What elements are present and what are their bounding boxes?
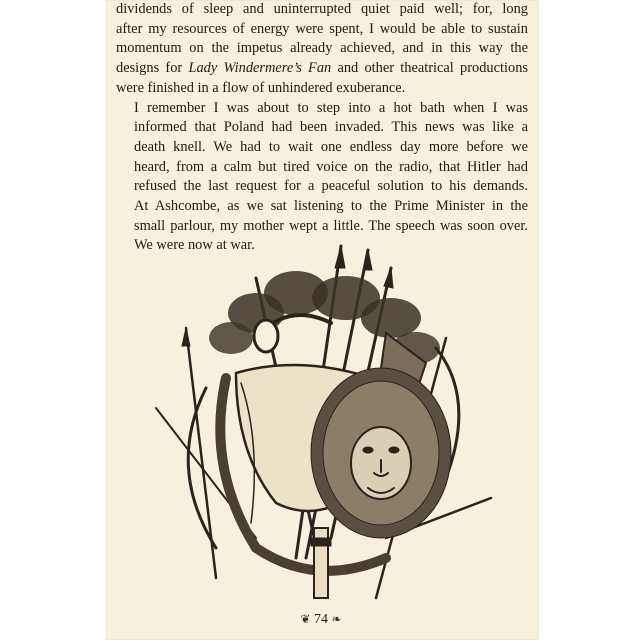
text-line: after my resources of energy were spent, I would be able to sustain (116, 20, 528, 37)
ornament-icon: ❧ (331, 612, 342, 626)
text-line: At Ashcombe, as we sat listening to the Prime Minister in the (134, 198, 528, 215)
paragraph-2 (116, 99, 528, 198)
text-line: small parlour, my mother wept a little. The speech was soon over. (134, 217, 528, 234)
text-line: heard, from a calm but tired voice on the radio, that Hitler had (134, 158, 528, 175)
paragraph-1 (116, 0, 528, 99)
text-line: momentum on the impetus already achieved, and in this way the (116, 40, 528, 57)
text-line: I remember I was about to step into a hot bath when I was (134, 99, 528, 116)
ornament-icon: ❦ (300, 612, 311, 626)
text-line: We were now at war. (134, 237, 255, 254)
text-line (116, 59, 528, 79)
text-line: informed that Poland had been invaded. This news was like a (134, 119, 528, 136)
page-number-text: 74 (314, 612, 328, 627)
text-line: refused the last request for a peaceful solution to his demands. (134, 178, 528, 195)
body-text (116, 0, 528, 256)
italic-title: Lady Windermere’s Fan (188, 60, 332, 77)
text-line: dividends of sleep and uninterrupted quiet paid well; for, long (116, 1, 528, 17)
page-number (281, 612, 361, 628)
trophy-of-arms-with-lion-skin-icon (146, 238, 496, 623)
text-fragment: and other theatrical productions (331, 60, 528, 77)
text-fragment: designs for (116, 60, 189, 77)
text-line: death knell. We had to wait one endless day more before we (134, 138, 528, 155)
book-page (106, 0, 539, 640)
text-line: were finished in a flow of unhindered exuberance. (116, 79, 406, 96)
